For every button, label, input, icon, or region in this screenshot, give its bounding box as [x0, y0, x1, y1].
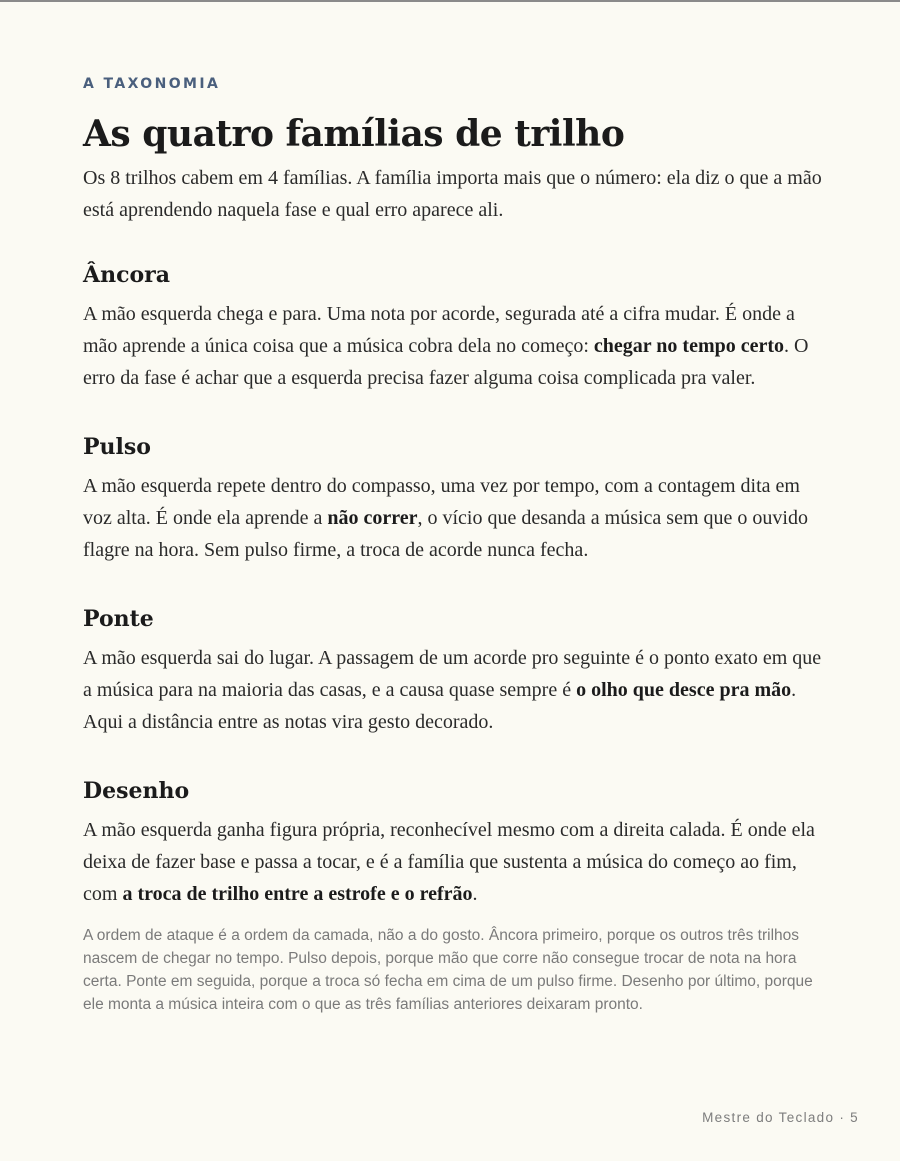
section-ancora [83, 260, 823, 394]
body-text: , o vício que desanda a música sem que o ouvido flagre na hora. Sem pulso firme, a troca de acorde nunca fecha. [83, 507, 808, 561]
section-pulso [83, 432, 823, 566]
page-title: As quatro famílias de trilho [83, 113, 625, 155]
section-eyebrow: A TAXONOMIA [83, 76, 221, 92]
section-desenho [83, 776, 823, 910]
page-footer: Mestre do Teclado · 5 [702, 1110, 859, 1125]
body-text: A mão esquerda chega e para. Uma nota por acorde, segurada até a cifra mudar. É onde a mão aprende a única coisa que a música cobra dela no começo: [83, 303, 795, 357]
section-title: Ponte [83, 606, 154, 632]
body-text: A mão esquerda repete dentro do compasso, uma vez por tempo, com a contagem dita em voz alta. É onde ela aprende a [83, 475, 800, 529]
body-text: . [472, 883, 478, 905]
body-emphasis: chegar no tempo certo [593, 335, 785, 357]
section-title: Âncora [83, 262, 170, 288]
section-body [83, 470, 823, 566]
section-title: Desenho [83, 778, 190, 804]
section-body [83, 298, 823, 394]
section-title: Pulso [83, 434, 151, 460]
page-content [83, 74, 823, 1016]
body-text: . O erro da fase é achar que a esquerda precisa fazer alguma coisa complicada pra valer. [83, 335, 809, 389]
body-emphasis: a troca de trilho entre a estrofe e o refrão [122, 883, 473, 905]
body-text: . Aqui a distância entre as notas vira gesto decorado. [83, 679, 797, 733]
body-emphasis: o olho que desce pra mão [576, 679, 792, 701]
section-ponte [83, 604, 823, 738]
section-body [83, 814, 823, 910]
intro-paragraph: Os 8 trilhos cabem em 4 famílias. A família importa mais que o número: ela diz o que a mão está aprendendo naquela fase e qual erro aparece ali. [83, 167, 822, 221]
body-text: A mão esquerda ganha figura própria, reconhecível mesmo com a direita calada. É onde ela deixa de fazer base e passa a tocar, e é a família que sustenta a música do começo ao fim, com [83, 819, 815, 905]
closing-note: A ordem de ataque é a ordem da camada, não a do gosto. Âncora primeiro, porque os outros três trilhos nascem de chegar no tempo. Pulso depois, porque mão que corre não consegue trocar de nota na hora certa. Ponte em seguida, porque a troca só fecha em cima de um pulso firme. Desenho por último, porque ele monta a música inteira com o que as três famílias anteriores deixaram pronto. [83, 927, 813, 1013]
body-emphasis: não correr [327, 507, 418, 529]
section-body [83, 642, 823, 738]
body-text: A mão esquerda sai do lugar. A passagem de um acorde pro seguinte é o ponto exato em que a música para na maioria das casas, e a causa quase sempre é [83, 647, 822, 701]
